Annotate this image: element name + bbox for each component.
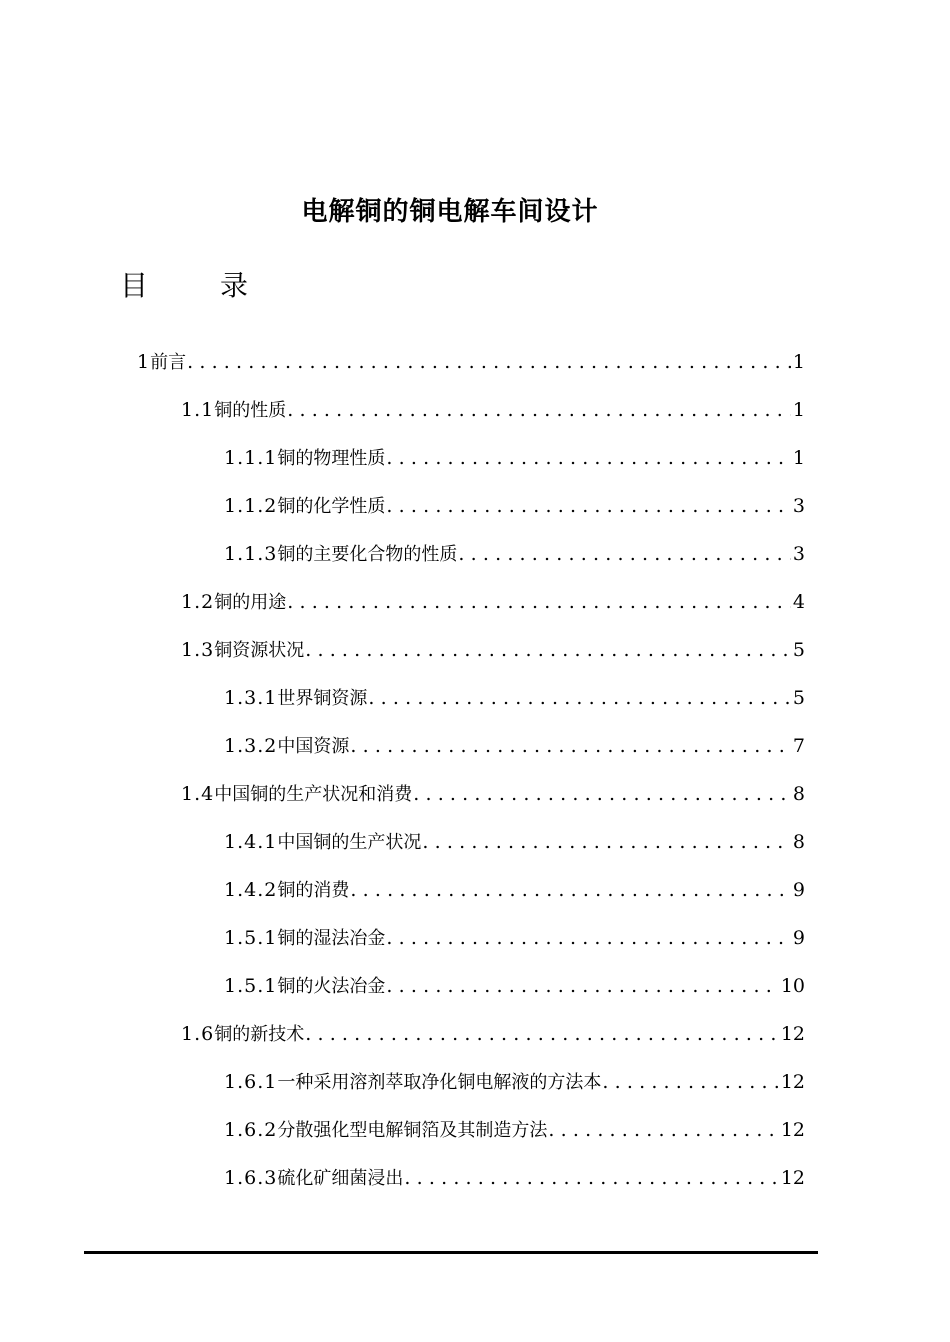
toc-entry-number: 1.6	[181, 1023, 215, 1045]
dot-leader	[305, 628, 791, 672]
toc-entry-number: 1.3	[181, 639, 215, 661]
toc-entry-title: 铜的消费	[277, 880, 350, 901]
toc-entry-page: 4	[792, 591, 805, 613]
toc-entry-title: 铜的湿法冶金	[277, 928, 386, 949]
dot-leader	[458, 532, 791, 576]
toc-entry[interactable]	[137, 340, 805, 388]
toc-entry-number: 1.2	[181, 591, 215, 613]
toc-entry[interactable]	[224, 436, 805, 484]
toc-entry-number: 1.4	[181, 783, 215, 805]
toc-entry-title: 铜资源状况	[214, 640, 305, 661]
toc-entry-page: 12	[780, 1023, 805, 1045]
dot-leader	[548, 1108, 778, 1152]
toc-entry[interactable]	[181, 772, 805, 820]
toc-entry-number: 1.3.2	[224, 735, 278, 757]
toc-entry-number: 1.1.3	[224, 543, 278, 565]
dot-leader	[368, 676, 791, 720]
toc-entry-page: 12	[780, 1071, 805, 1093]
dot-leader	[422, 820, 791, 864]
toc-entry-title: 铜的性质	[214, 400, 287, 421]
toc-entry-number: 1.3.1	[224, 687, 278, 709]
toc-entry[interactable]	[181, 1012, 805, 1060]
toc-entry-page: 12	[780, 1119, 805, 1141]
dot-leader	[386, 436, 791, 480]
toc-entry-page: 8	[792, 831, 805, 853]
dot-leader	[386, 964, 778, 1008]
toc-entry[interactable]	[224, 1060, 805, 1108]
toc-entry-title: 铜的化学性质	[277, 496, 386, 517]
toc-entry-page: 10	[780, 975, 805, 997]
dot-leader	[287, 580, 791, 624]
toc-entry-page: 5	[792, 639, 805, 661]
toc-entry[interactable]	[224, 724, 805, 772]
dot-leader	[305, 1012, 779, 1056]
dot-leader	[413, 772, 791, 816]
toc-entry[interactable]	[224, 484, 805, 532]
toc-entry-number: 1.5.1	[224, 975, 278, 997]
toc-entry-title: 硫化矿细菌浸出	[277, 1168, 404, 1189]
dot-leader	[602, 1060, 778, 1104]
dot-leader	[350, 868, 791, 912]
toc-entry-title: 铜的物理性质	[277, 448, 386, 469]
toc-entry[interactable]	[181, 628, 805, 676]
dot-leader	[386, 916, 791, 960]
toc-entry[interactable]	[224, 916, 805, 964]
toc-entry[interactable]	[181, 388, 805, 436]
toc-entry-number: 1.4.1	[224, 831, 278, 853]
toc-entry-number: 1.1	[181, 399, 215, 421]
dot-leader	[287, 388, 791, 432]
toc-entry-number: 1.6.2	[224, 1119, 278, 1141]
toc-entry[interactable]	[224, 532, 805, 580]
toc-entry-page: 7	[792, 735, 805, 757]
toc-entry-title: 前言	[150, 352, 187, 373]
toc-entry-title: 中国资源	[277, 736, 350, 757]
dot-leader	[404, 1156, 778, 1200]
document-title: 电解铜的铜电解车间设计	[301, 197, 599, 227]
toc-entry-title: 铜的主要化合物的性质	[277, 544, 458, 565]
dot-leader	[386, 484, 791, 528]
toc-entry-page: 1	[792, 447, 805, 469]
toc-entry-page: 5	[792, 687, 805, 709]
toc-entry[interactable]	[224, 868, 805, 916]
toc-entry-page: 9	[792, 927, 805, 949]
toc-entry-number: 1.6.1	[224, 1071, 278, 1093]
toc-entry-number: 1.1.1	[224, 447, 278, 469]
toc-entry[interactable]	[224, 1156, 805, 1204]
toc-entry-page: 1	[792, 399, 805, 421]
toc-entry-number: 1.4.2	[224, 879, 278, 901]
toc-entry[interactable]	[224, 964, 805, 1012]
toc-entry-title: 世界铜资源	[277, 688, 368, 709]
toc-entry[interactable]	[181, 580, 805, 628]
toc-entry-page: 3	[792, 543, 805, 565]
toc-entry-title: 中国铜的生产状况	[277, 832, 422, 853]
toc-entry-number: 1.1.2	[224, 495, 278, 517]
toc-entry[interactable]	[224, 820, 805, 868]
toc-entry-page: 3	[792, 495, 805, 517]
dot-leader	[187, 340, 791, 384]
toc-entry-title: 一种采用溶剂萃取净化铜电解液的方法本	[277, 1072, 602, 1093]
toc-entry-page: 1	[792, 351, 805, 373]
toc-entry[interactable]	[224, 1108, 805, 1156]
toc-entry-number: 1.6.3	[224, 1167, 278, 1189]
toc-entry-page: 9	[792, 879, 805, 901]
toc-entry-title: 铜的火法冶金	[277, 976, 386, 997]
toc-entry-title: 中国铜的生产状况和消费	[214, 784, 413, 805]
toc-entry[interactable]	[224, 676, 805, 724]
toc-heading: 目 录	[120, 269, 271, 302]
toc-entry-title: 铜的用途	[214, 592, 287, 613]
toc-entry-page: 8	[792, 783, 805, 805]
toc-entry-title: 铜的新技术	[214, 1024, 305, 1045]
toc-entry-number: 1	[137, 351, 151, 373]
toc-entry-page: 12	[780, 1167, 805, 1189]
toc-entry-number: 1.5.1	[224, 927, 278, 949]
dot-leader	[350, 724, 791, 768]
toc-entry-title: 分散强化型电解铜箔及其制造方法	[277, 1120, 548, 1141]
footer-rule	[84, 1251, 818, 1254]
